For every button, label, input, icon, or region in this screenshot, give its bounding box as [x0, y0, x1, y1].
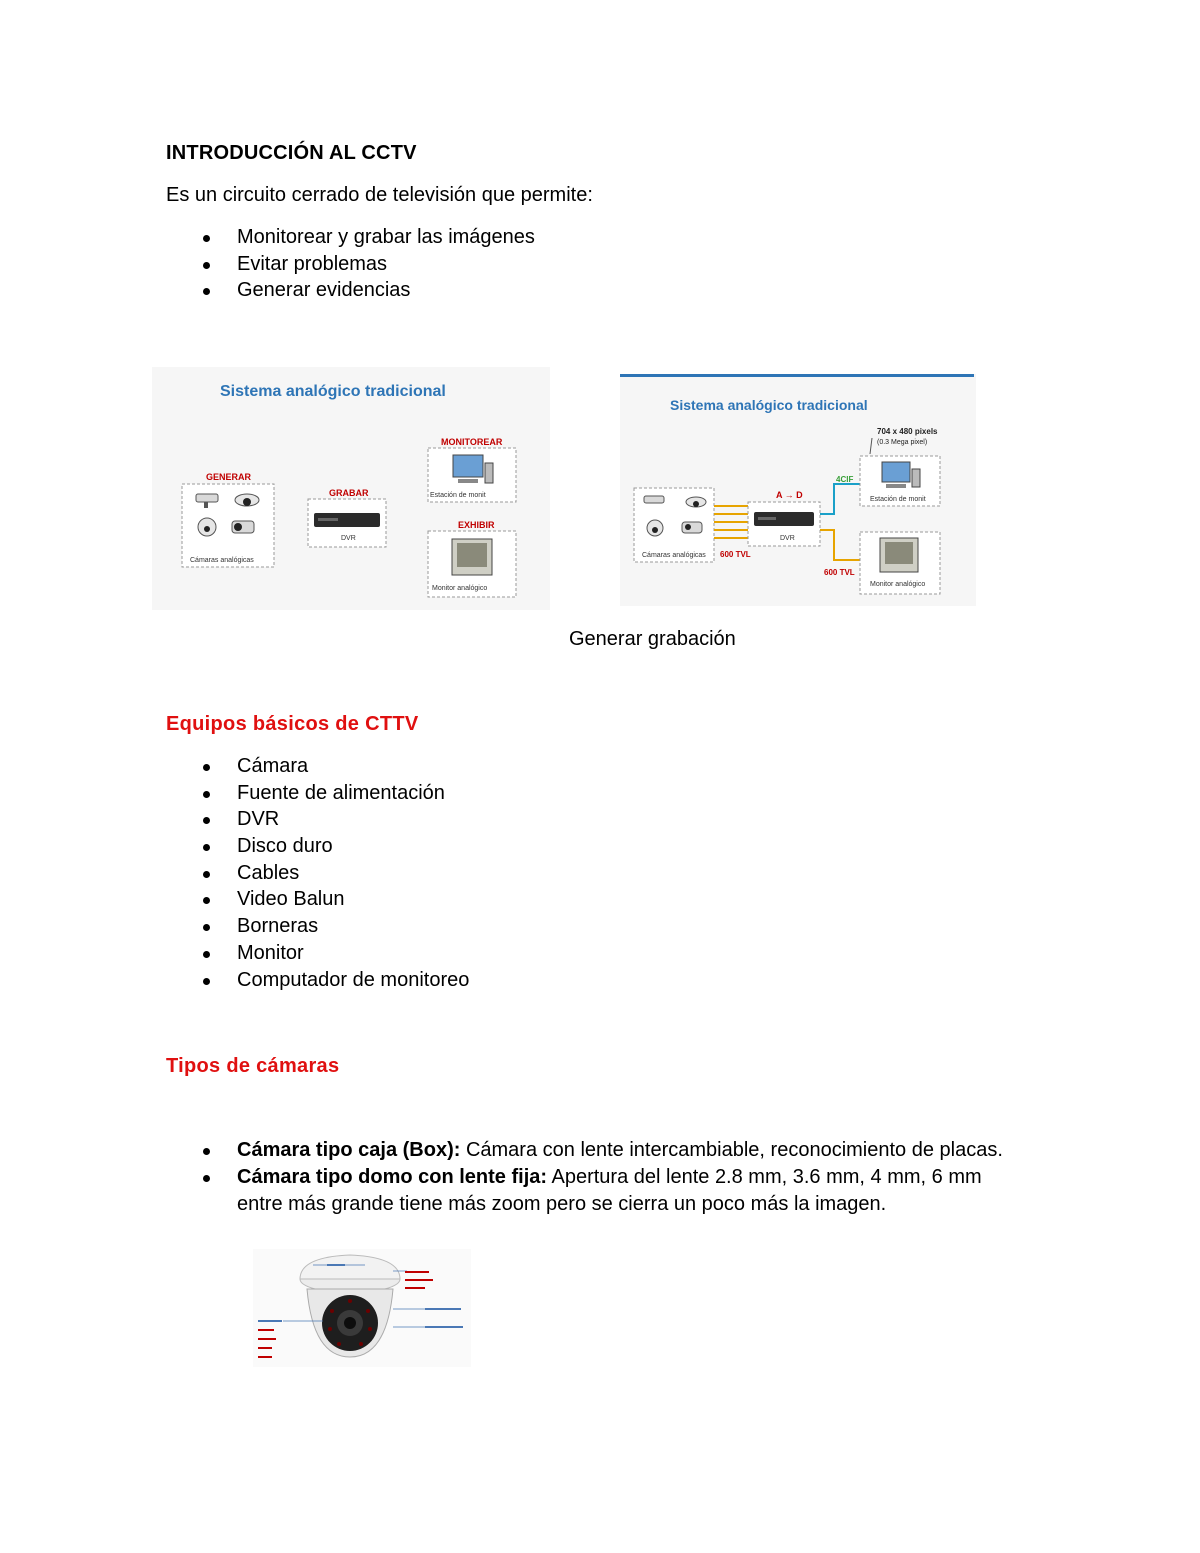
dome-camera-icon: [235, 494, 259, 506]
equipos-list: [166, 753, 469, 993]
label-tvl-left: 600 TVL: [720, 550, 751, 559]
box-camera-icon: [232, 521, 254, 533]
bullet-icon: [203, 844, 210, 851]
bullet-icon: [203, 791, 210, 798]
dome-camera-graphic: [253, 1249, 471, 1367]
label-camaras: Cámaras analógicas: [190, 557, 254, 564]
heading-equipos: Equipos básicos de CTTV: [166, 713, 419, 735]
bullet-icon: [203, 817, 210, 824]
label-exhibir: EXHIBIR: [458, 520, 495, 530]
heading-tipos: Tipos de cámaras: [166, 1055, 340, 1077]
label-monitor: Monitor analógico: [432, 585, 488, 592]
label-camaras: Cámaras analógicas: [642, 552, 706, 559]
list-item: Generar evidencias: [166, 277, 535, 304]
bullet-icon: [203, 262, 210, 269]
list-item: DVR: [166, 806, 469, 833]
label-tvl-right: 600 TVL: [824, 568, 855, 577]
dome-camera-image: [253, 1249, 471, 1367]
list-item: Video Balun: [166, 886, 469, 913]
tipo-term: Cámara tipo domo con lente fija:: [237, 1166, 548, 1188]
bullet-icon: [203, 288, 210, 295]
list-item: Monitorear y grabar las imágenes: [166, 224, 535, 251]
bullet-icon: [203, 1148, 210, 1155]
dvr-icon: [314, 513, 380, 527]
label-grabar: GRABAR: [329, 488, 369, 498]
bullet-icon: [203, 235, 210, 242]
list-item: [166, 1137, 1016, 1164]
bullet-icon: [203, 897, 210, 904]
ptz-camera-icon: [198, 518, 216, 536]
label-megapixel: (0.3 Mega pixel): [877, 439, 928, 446]
list-item: Computador de monitoreo: [166, 967, 469, 994]
diagram-1-title: Sistema analógico tradicional: [220, 383, 446, 400]
label-4cif: 4CIF: [836, 475, 854, 484]
label-dvr: DVR: [341, 535, 356, 542]
bullet-icon: [203, 924, 210, 931]
list-item: Cables: [166, 860, 469, 887]
list-item: Monitor: [166, 940, 469, 967]
figure-caption: Generar grabación: [569, 628, 736, 650]
dvr-icon: [754, 512, 814, 526]
diagram-1-graphic: [152, 367, 550, 610]
diagram-analog-system-1: [152, 367, 550, 610]
list-item: Cámara: [166, 753, 469, 780]
monitor-icon: [452, 539, 492, 575]
list-item: Borneras: [166, 913, 469, 940]
list-item: Disco duro: [166, 833, 469, 860]
bullet-icon: [203, 1175, 210, 1182]
bullet-icon: [203, 978, 210, 985]
label-monitorear: MONITOREAR: [441, 437, 503, 447]
monitor-icon: [880, 538, 918, 572]
list-item: Evitar problemas: [166, 251, 535, 278]
label-generar: GENERAR: [206, 472, 252, 482]
tipo-description: Apertura del lente 2.8 mm, 3.6 mm, 4 mm, 6 mm entre más grande tiene más zoom pero se cierra un poco más la imagen.: [237, 1166, 982, 1215]
list-item: Fuente de alimentación: [166, 780, 469, 807]
bullet-camera-icon: [644, 496, 664, 503]
intro-text: Es un circuito cerrado de televisión que permite:: [166, 184, 593, 206]
label-estacion: Estación de monit: [430, 492, 486, 499]
diagram-2-title: Sistema analógico tradicional: [670, 397, 868, 413]
ptz-camera-icon: [647, 520, 663, 536]
intro-list: [166, 224, 535, 304]
label-pixels: 704 x 480 pixels: [877, 427, 938, 436]
diagram-2-top-rule: [620, 374, 974, 377]
dome-camera-icon: [686, 497, 706, 507]
box-camera-icon: [682, 522, 702, 533]
label-estacion: Estación de monit: [870, 496, 926, 503]
label-ad: A → D: [776, 490, 803, 500]
list-item: [166, 1164, 1016, 1218]
bullet-icon: [203, 951, 210, 958]
bullet-icon: [203, 764, 210, 771]
tipo-term: Cámara tipo caja (Box):: [237, 1139, 461, 1161]
diagram-analog-system-2: [620, 374, 976, 606]
label-dvr: DVR: [780, 535, 795, 542]
label-monitor: Monitor analógico: [870, 581, 926, 588]
bullet-icon: [203, 871, 210, 878]
heading-intro: INTRODUCCIÓN AL CCTV: [166, 142, 417, 164]
tipos-list: [166, 1137, 1016, 1218]
diagram-2-graphic: [620, 374, 976, 606]
tipo-description: Cámara con lente intercambiable, reconocimiento de placas.: [460, 1139, 1003, 1161]
